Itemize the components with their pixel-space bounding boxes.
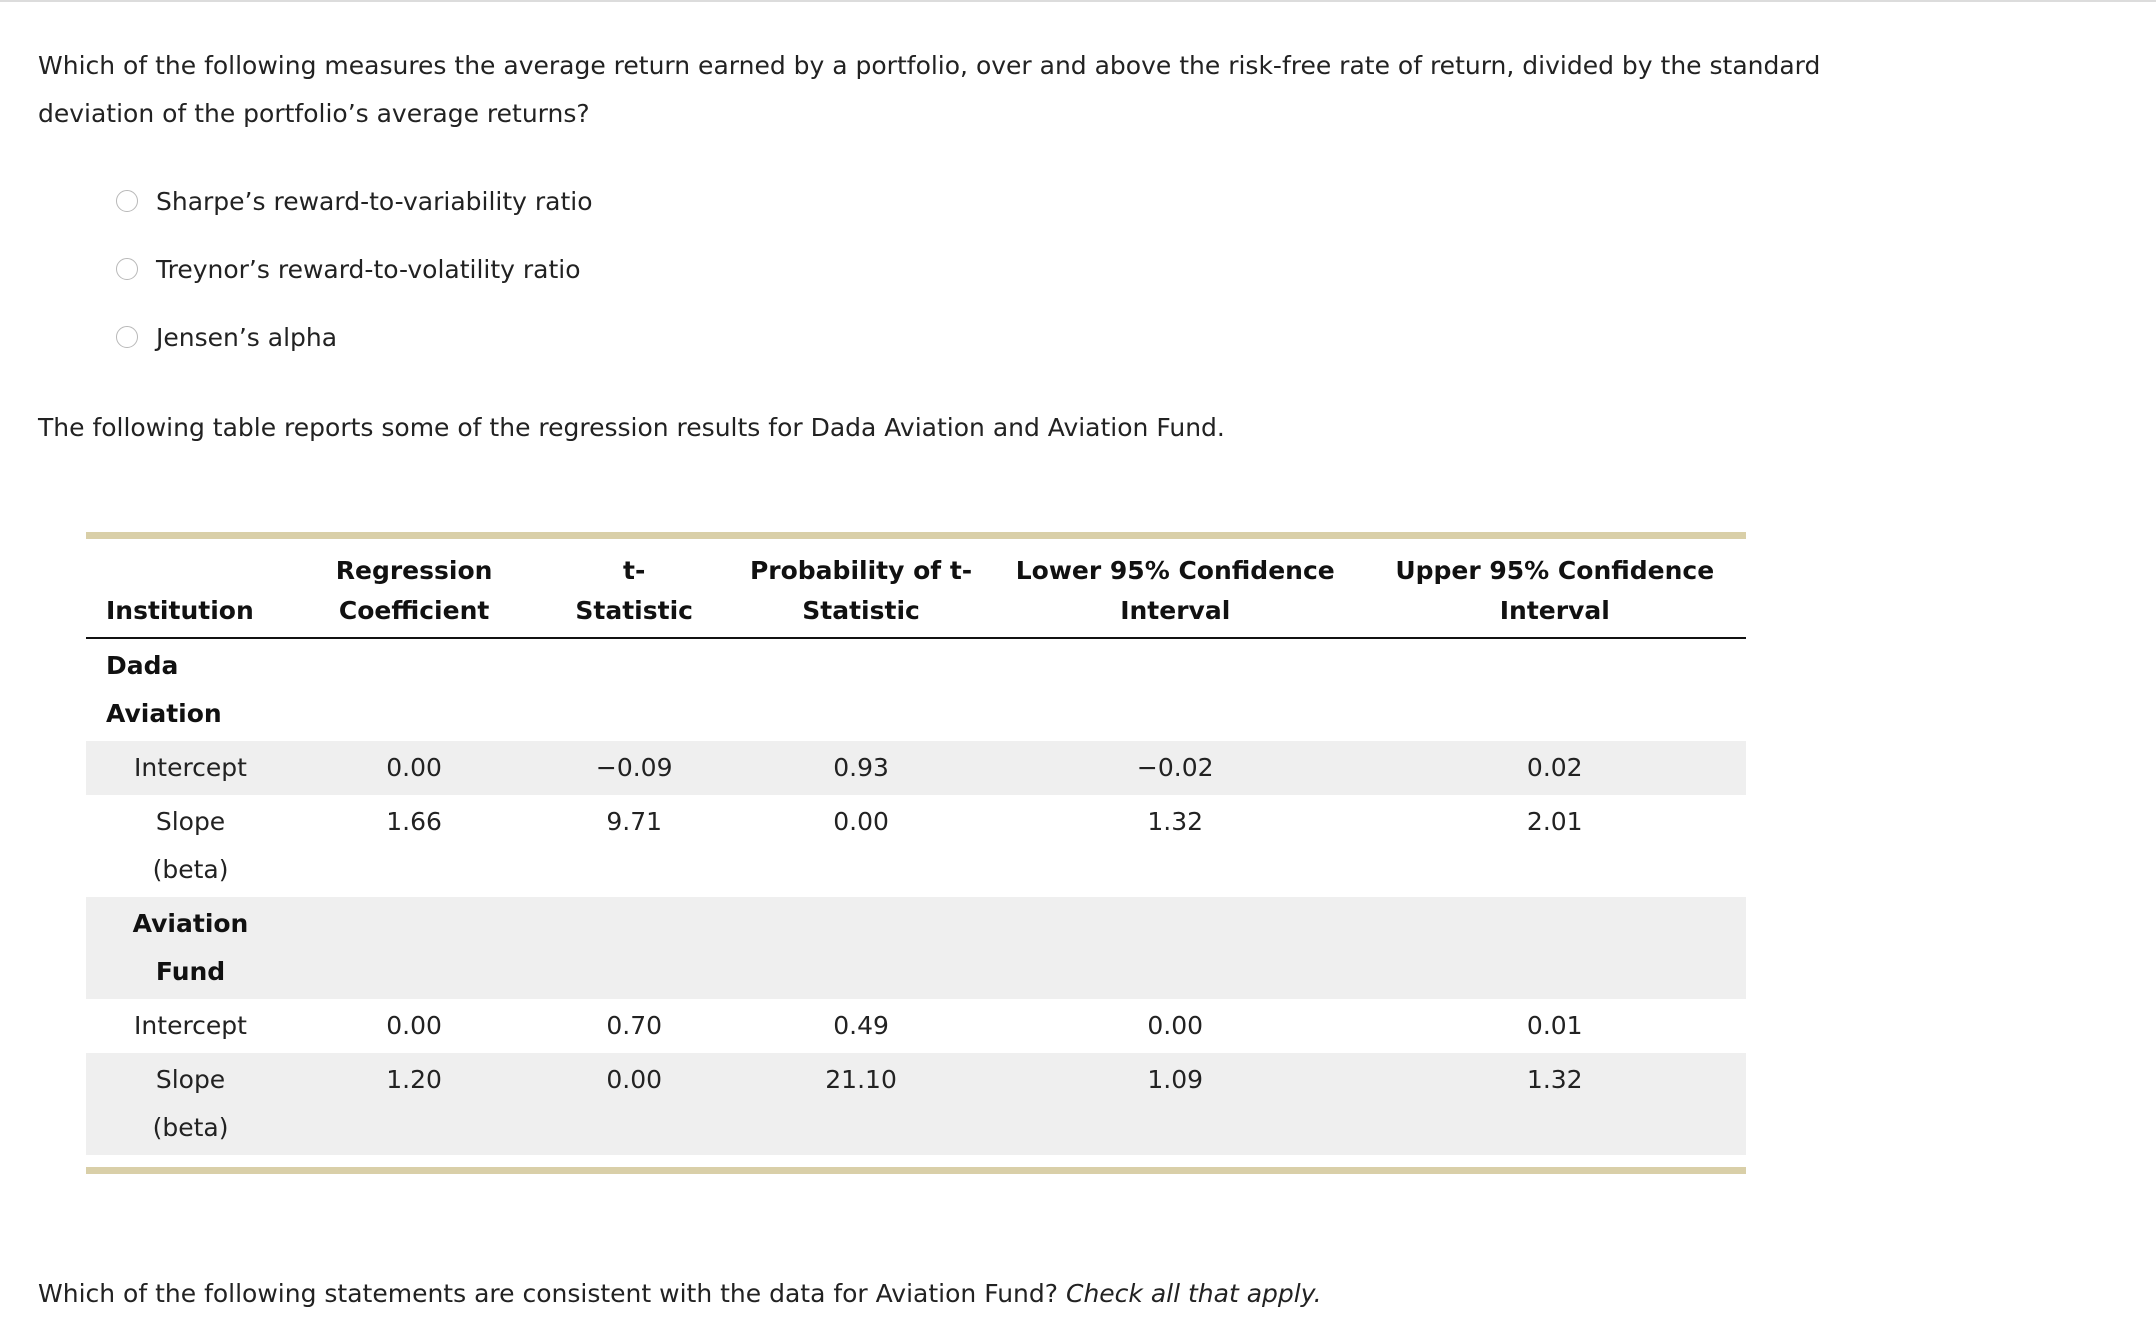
header-upper-ci: Upper 95% Confidence Interval	[1364, 539, 1746, 638]
cell-coefficient: 1.20	[295, 1053, 533, 1155]
header-lower-ci: Lower 95% Confidence Interval	[987, 539, 1364, 638]
group-name: Dada Aviation	[106, 651, 222, 728]
option-label: Treynor’s reward-to-volatility ratio	[156, 254, 581, 284]
table-row-fund-intercept	[86, 999, 1746, 1053]
option-sharpe[interactable]	[116, 167, 593, 235]
regression-table-container	[86, 532, 1746, 1174]
cell-t-statistic: 0.00	[533, 1053, 735, 1155]
radio-button[interactable]	[116, 258, 138, 280]
cell-coefficient: 0.00	[295, 741, 533, 795]
header-institution: Institution	[86, 539, 295, 638]
radio-button[interactable]	[116, 190, 138, 212]
table-row-dada-slope	[86, 795, 1746, 897]
table-top-band	[86, 532, 1746, 539]
table-header-row	[86, 539, 1746, 638]
option-jensen[interactable]	[116, 303, 593, 371]
row-label: Slope (beta)	[86, 1053, 295, 1155]
option-label: Sharpe’s reward-to-variability ratio	[156, 186, 593, 216]
top-divider	[0, 0, 2156, 2]
cell-upper-ci: 0.01	[1526, 1011, 1583, 1040]
question-2-instruction: Check all that apply.	[1066, 1279, 1322, 1308]
regression-table	[86, 539, 1746, 1155]
cell-t-statistic: −0.09	[533, 741, 735, 795]
question-1-options	[116, 167, 593, 371]
cell-upper-ci: 0.02	[1364, 741, 1746, 795]
radio-button[interactable]	[116, 326, 138, 348]
option-label: Jensen’s alpha	[156, 322, 338, 352]
cell-lower-ci: 1.32	[1147, 807, 1204, 836]
group-row-aviation-fund	[86, 897, 1746, 999]
cell-upper-ci: 2.01	[1526, 807, 1583, 836]
row-label: Intercept	[134, 1011, 247, 1040]
cell-coefficient: 0.00	[386, 1011, 442, 1040]
header-coefficient: Regression Coefficient	[295, 539, 533, 638]
option-treynor[interactable]	[116, 235, 593, 303]
table-intro-text: The following table reports some of the regression results for Dada Aviation and Aviation Fund.	[38, 413, 1225, 442]
table-row-dada-intercept	[86, 741, 1746, 795]
cell-upper-ci: 1.32	[1364, 1053, 1746, 1155]
row-label: Intercept	[86, 741, 295, 795]
cell-probability: 0.49	[833, 1011, 889, 1040]
group-name: Aviation Fund	[86, 897, 295, 999]
cell-t-statistic: 0.70	[606, 1011, 663, 1040]
cell-lower-ci: 1.09	[987, 1053, 1364, 1155]
table-row-fund-slope	[86, 1053, 1746, 1155]
header-probability: Probability of t- Statistic	[735, 539, 987, 638]
cell-probability: 0.00	[833, 807, 889, 836]
cell-coefficient: 1.66	[386, 807, 442, 836]
question-1-text: Which of the following measures the average return earned by a portfolio, over and above the risk-free rate of return, divided by the standard deviation of the portfolio’s average returns?	[38, 51, 1821, 128]
cell-lower-ci: −0.02	[987, 741, 1364, 795]
cell-probability: 21.10	[735, 1053, 987, 1155]
cell-t-statistic: 9.71	[606, 807, 663, 836]
cell-lower-ci: 0.00	[1147, 1011, 1204, 1040]
row-label: Slope (beta)	[152, 807, 229, 884]
table-bottom-band	[86, 1167, 1746, 1174]
group-row-dada-aviation	[86, 638, 1746, 741]
header-t-statistic: t- Statistic	[533, 539, 735, 638]
question-2-text: Which of the following statements are consistent with the data for Aviation Fund? Check all that apply.	[38, 1279, 1322, 1308]
cell-probability: 0.93	[735, 741, 987, 795]
